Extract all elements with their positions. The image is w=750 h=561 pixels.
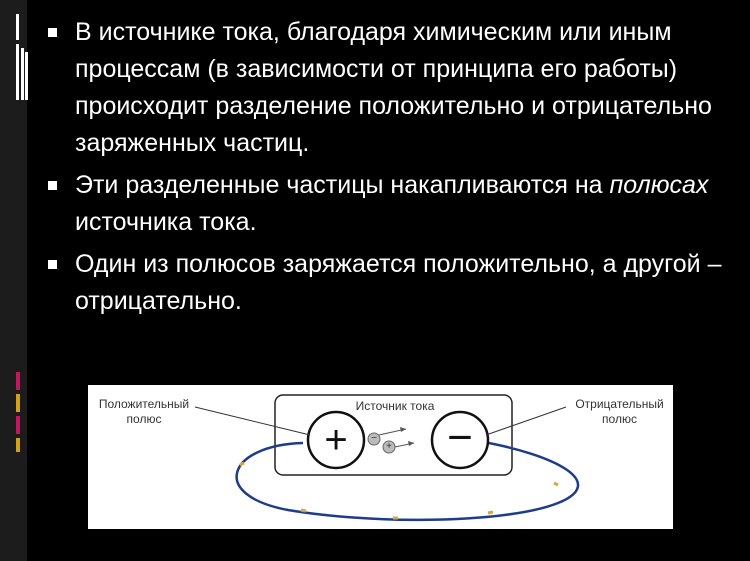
decorative-lines-bottom bbox=[16, 372, 28, 452]
bullet-item bbox=[48, 14, 728, 162]
negative-pole-label: Отрицательный полюс bbox=[575, 397, 664, 426]
bullet-text: источника тока. bbox=[75, 208, 257, 236]
decorative-lines-top bbox=[16, 14, 28, 100]
plus-symbol: + bbox=[324, 418, 348, 462]
current-source-diagram bbox=[88, 385, 673, 529]
bullet-square-icon bbox=[48, 28, 57, 37]
bullet-text: Эти разделенные частицы накапливаются на bbox=[75, 171, 610, 199]
bullet-text: В источнике тока, благодаря химическим или иным процессам (в зависимости от принципа его работы) происходит разделение положительно и отрицательно заряженных частиц. bbox=[75, 18, 712, 157]
source-label: Источник тока bbox=[355, 399, 435, 413]
bullet-item bbox=[48, 246, 728, 320]
particle-plus-sign: + bbox=[386, 441, 392, 452]
particle-minus-sign: − bbox=[371, 433, 377, 444]
positive-pole-label: Положительный полюс bbox=[98, 397, 190, 426]
minus-symbol: − bbox=[447, 413, 473, 462]
bullet-square-icon bbox=[48, 181, 57, 190]
bullet-square-icon bbox=[48, 260, 57, 269]
bullet-item bbox=[48, 167, 728, 241]
bullet-text-italic: полюсах bbox=[609, 171, 709, 199]
bullet-text: Один из полюсов заряжается положительно, а другой – отрицательно. bbox=[75, 250, 722, 315]
bullet-list bbox=[48, 14, 728, 325]
